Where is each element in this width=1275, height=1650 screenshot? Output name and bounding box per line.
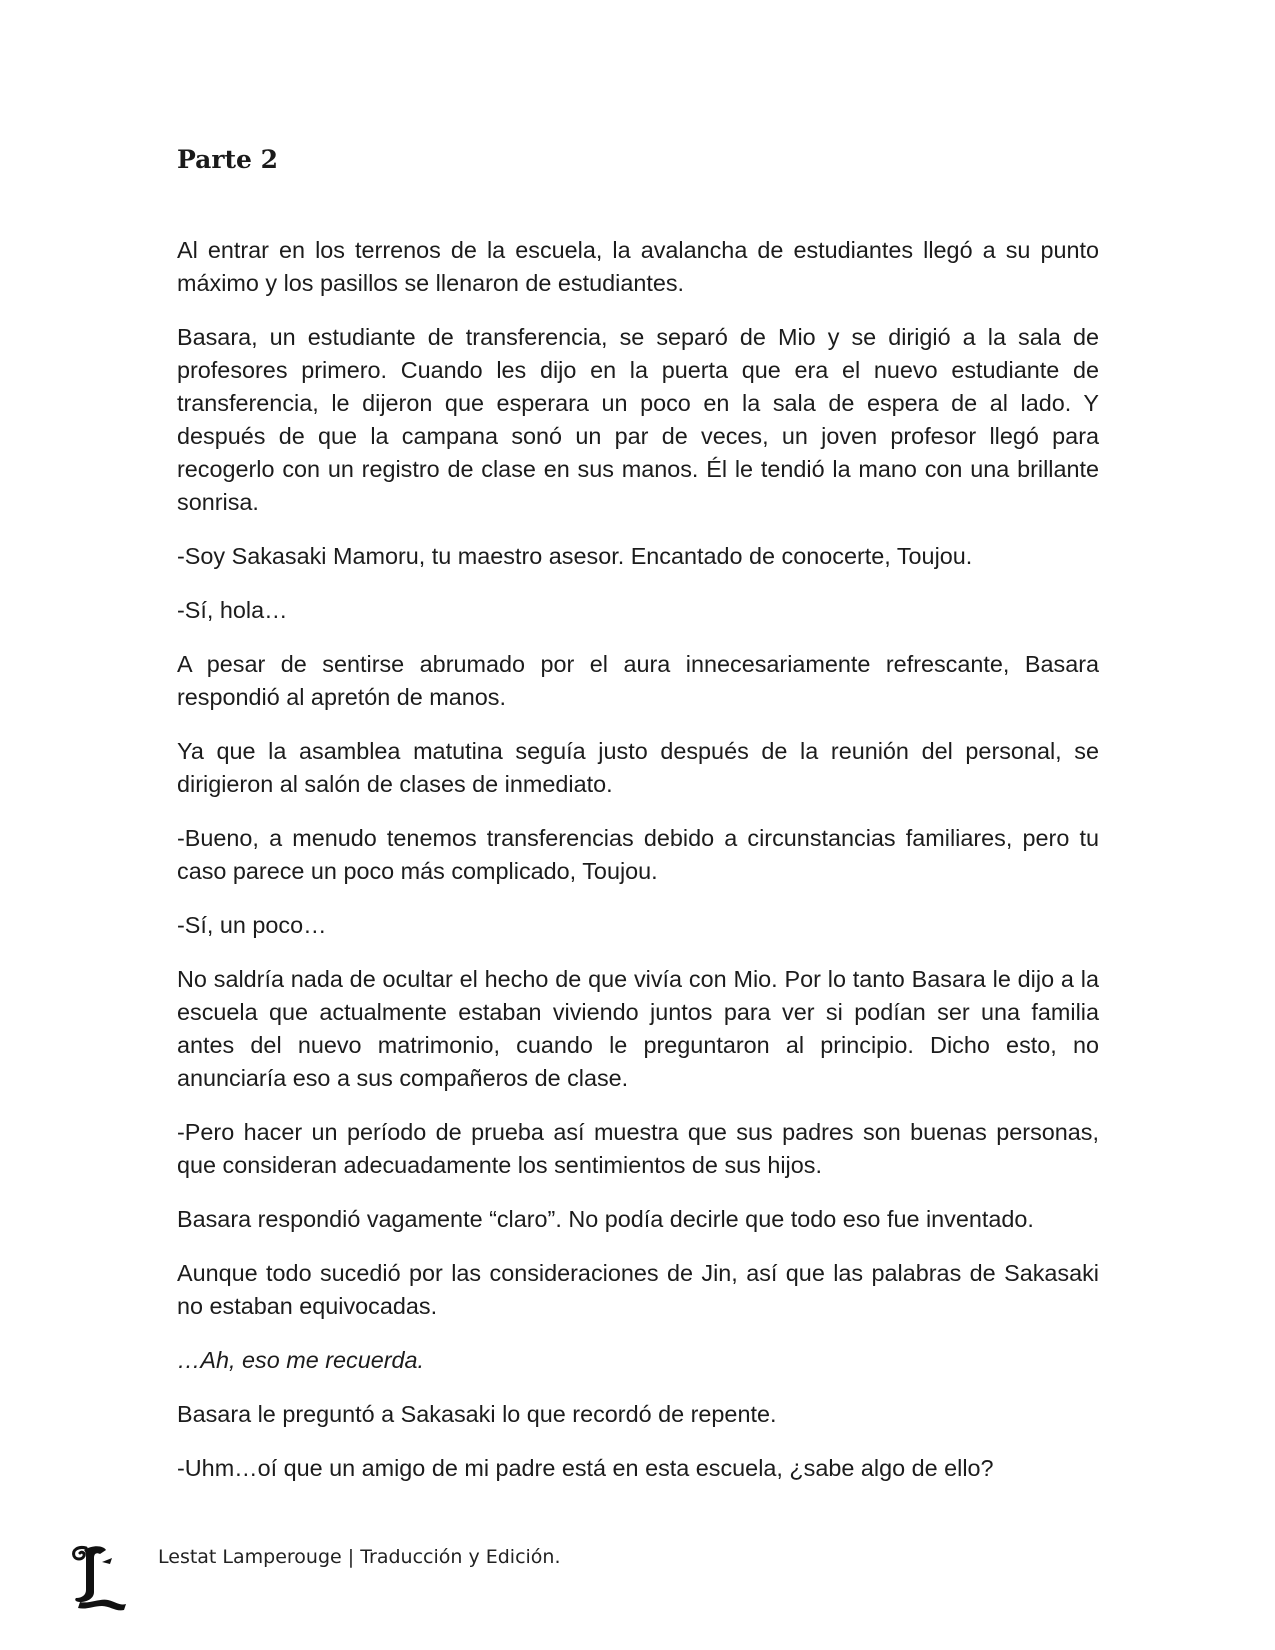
paragraph: Basara le preguntó a Sakasaki lo que recordó de repente.: [177, 1401, 777, 1427]
paragraph: Basara, un estudiante de transferencia, se separó de Mio y se dirigió a la sala de profesores primero. Cuando les dijo en la puerta que era el nuevo estudiante de transferencia, le dijeron que esperara un poco en la sala de espera de al lado. Y después de que la campana sonó un par de veces, un joven profesor llegó para recogerlo con un registro de clase en sus manos. Él le tendió la mano con una brillante sonrisa.: [177, 324, 1099, 515]
paragraph: -Uhm…oí que un amigo de mi padre está en esta escuela, ¿sabe algo de ello?: [177, 1455, 994, 1481]
paragraph: No saldría nada de ocultar el hecho de que vivía con Mio. Por lo tanto Basara le dijo a la escuela que actualmente estaban viviendo juntos para ver si podían ser una familia antes del nuevo matrimonio, cuando le preguntaron al principio. Dicho esto, no anunciaría eso a sus compañeros de clase.: [177, 966, 1099, 1091]
paragraph: Al entrar en los terrenos de la escuela, la avalancha de estudiantes llegó a su punto máximo y los pasillos se llenaron de estudiantes.: [177, 237, 1099, 296]
paragraph: -Sí, un poco…: [177, 912, 327, 938]
paragraph: -Pero hacer un período de prueba así muestra que sus padres son buenas personas, que consideran adecuadamente los sentimientos de sus hijos.: [177, 1119, 1099, 1178]
paragraph: …Ah, eso me recuerda.: [177, 1347, 425, 1373]
paragraph: -Sí, hola…: [177, 597, 288, 623]
gothic-l-logo: [66, 1540, 130, 1612]
paragraph: -Bueno, a menudo tenemos transferencias debido a circunstancias familiares, pero tu caso parece un poco más complicado, Toujou.: [177, 825, 1099, 884]
paragraph: -Soy Sakasaki Mamoru, tu maestro asesor. Encantado de conocerte, Toujou.: [177, 543, 973, 569]
paragraph: Aunque todo sucedió por las consideraciones de Jin, así que las palabras de Sakasaki no estaban equivocadas.: [177, 1260, 1099, 1319]
page-footer: [66, 1540, 766, 1620]
paragraph: A pesar de sentirse abrumado por el aura innecesariamente refrescante, Basara respondió al apretón de manos.: [177, 651, 1099, 710]
footer-credit: Lestat Lamperouge | Traducción y Edición.: [158, 1546, 561, 1568]
chapter-heading: Parte 2: [177, 145, 279, 174]
document-body: [177, 234, 1099, 1506]
paragraph: Ya que la asamblea matutina seguía justo después de la reunión del personal, se dirigieron al salón de clases de inmediato.: [177, 738, 1099, 797]
paragraph: Basara respondió vagamente “claro”. No podía decirle que todo eso fue inventado.: [177, 1206, 1034, 1232]
